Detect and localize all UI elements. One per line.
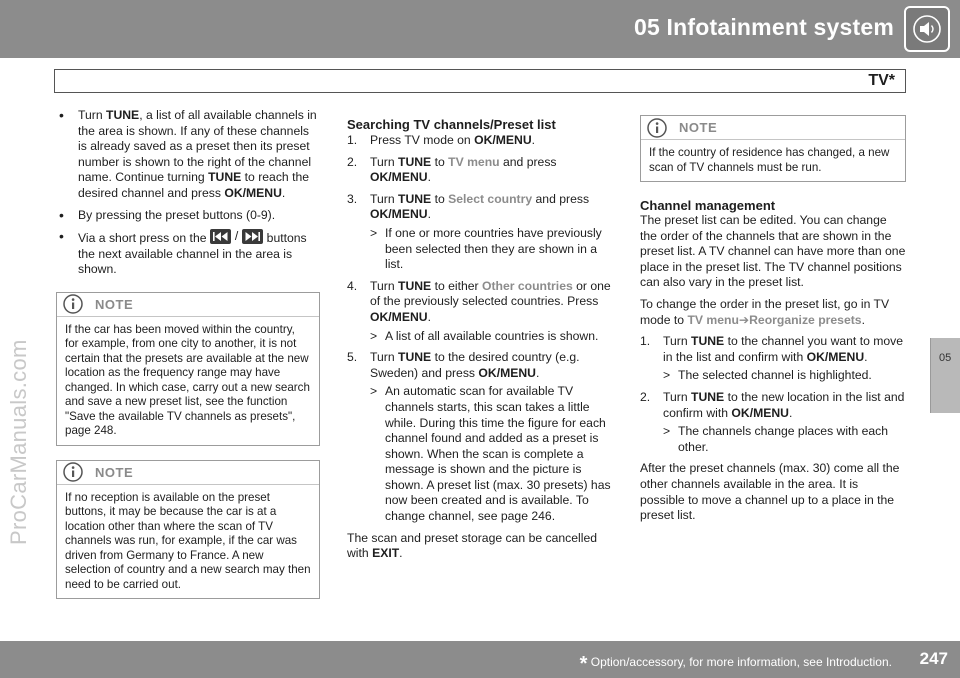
speaker-icon xyxy=(904,6,950,52)
info-icon xyxy=(647,118,667,138)
section-heading: Channel management xyxy=(640,198,776,213)
steps-list xyxy=(640,334,906,455)
list-item: 2. Turn TUNE to the new location in the list and confirm with OK/MENU. > The channels change places with each other. xyxy=(640,389,905,454)
column-3 xyxy=(640,108,906,524)
list-item: > A list of all available countries is shown. xyxy=(370,328,599,343)
page-header xyxy=(0,0,960,58)
menu-item-reference: TV menu xyxy=(448,154,500,169)
note-box xyxy=(640,115,906,182)
page-footer xyxy=(0,641,960,678)
page-number: 247 xyxy=(919,649,948,668)
list-item: 4. Turn TUNE to either Other countries or one of the previously selected countries. Press OK/MENU. > A list of all available countries is shown. xyxy=(347,279,617,344)
menu-item-reference: Reorganize presets xyxy=(749,312,862,327)
note-label: NOTE xyxy=(679,119,718,135)
list-item: • Via a short press on the / buttons the next available channel in the area is shown. xyxy=(56,229,320,278)
chapter-title: 05 Infotainment system xyxy=(633,14,894,40)
section-bar xyxy=(54,69,906,93)
steps-list xyxy=(347,133,617,525)
list-item: > The selected channel is highlighted. xyxy=(663,368,872,383)
list-item: > The channels change places with each other. xyxy=(663,424,889,454)
bullet-list xyxy=(56,108,320,278)
chapter-side-tab-label: 05 xyxy=(939,352,952,364)
paragraph: The scan and preset storage can be cancelled with EXIT. xyxy=(347,530,598,561)
menu-item-reference: Select country xyxy=(448,191,533,206)
note-label: NOTE xyxy=(95,464,134,480)
list-item: 5. Turn TUNE to the desired country (e.g. Sweden) and press OK/MENU. > An automatic scan for available TV channels starts, this scan takes a little while. During this time the figure for each channel found and added as a preset is shown. When the scan is complete a message is shown and the picture is shown. A preset list (max. 30 presets) has now been created and is available. To change channel, see page 246. xyxy=(347,350,617,525)
list-item: 1. Press TV mode on OK/MENU. xyxy=(347,133,536,147)
list-item: > An automatic scan for available TV channels starts, this scan takes a little while. During this time the figure for each channel found and added as a preset is shown. When the scan is complete a message is shown and the picture is shown. A preset list (max. 30 presets) has now been created and is available. To change channel, see page 246. xyxy=(370,384,611,524)
list-item: • Turn TUNE, a list of all available channels in the area is shown. If any of these channels is already saved as a preset then its preset number is shown to the right of the channel name. Continue turning TUNE to reach the desired channel and press OK/MENU. xyxy=(56,108,320,202)
footnote: * Option/accessory, for more information, see Introduction. xyxy=(579,653,892,675)
list-item: 1. Turn TUNE to the channel you want to move in the list and confirm with OK/MENU. > The selected channel is highlighted. xyxy=(640,334,906,384)
note-text: If no reception is available on the preset buttons, it may be because the car is at a location other than where the scan of TV channels was run, for example, if the car was driven from Germany to France. A new selection of country and a new search may then need to be carried out. xyxy=(65,490,311,591)
paragraph: After the preset channels (max. 30) come all the other channels available in the area. It is possible to move a channel up to a place in the preset list. xyxy=(640,461,900,523)
skip-back-icon xyxy=(210,229,231,244)
paragraph: The preset list can be edited. You can change the order of the channels that are shown in the preset list. A TV channel can have more than one place in the preset list. The TV channel positions can also vary in the preset list. xyxy=(640,213,906,290)
info-icon xyxy=(63,294,83,314)
note-box xyxy=(56,292,320,446)
note-text: If the country of residence has changed, a new scan of TV channels must be run. xyxy=(649,146,890,174)
chapter-side-tab xyxy=(930,338,960,413)
menu-item-reference: Other countries xyxy=(482,278,573,293)
list-item: 2. Turn TUNE to TV menu and press OK/MENU. xyxy=(347,154,557,185)
arrow-right-icon: ➔ xyxy=(738,312,750,327)
list-item: 3. Turn TUNE to Select country and press OK/MENU. > If one or more countries have previously been selected then they are shown in a list. xyxy=(347,192,617,273)
skip-forward-icon xyxy=(242,229,263,244)
info-icon xyxy=(63,462,83,482)
watermark: ProCarManuals.com xyxy=(6,339,31,545)
list-item: > If one or more countries have previously been selected then they are shown in a list. xyxy=(370,225,602,272)
list-item: • By pressing the preset buttons (0-9). xyxy=(56,208,320,224)
note-box xyxy=(56,460,320,600)
note-label: NOTE xyxy=(95,296,134,312)
section-title: TV* xyxy=(868,72,895,89)
menu-item-reference: TV menu xyxy=(687,312,739,327)
column-1 xyxy=(56,108,320,599)
column-2 xyxy=(347,108,617,562)
section-heading: Searching TV channels/Preset list xyxy=(347,117,556,132)
note-text: If the car has been moved within the country, for example, from one city to another, it is not certain that the presets are available at the new location as the frequency range may have changed. In which case, carry out a new search and save a new preset list, see the function "Save the available TV channels as presets", page 248. xyxy=(65,322,310,438)
paragraph: To change the order in the preset list, go in TV mode to TV menu➔Reorganize presets. xyxy=(640,296,890,327)
